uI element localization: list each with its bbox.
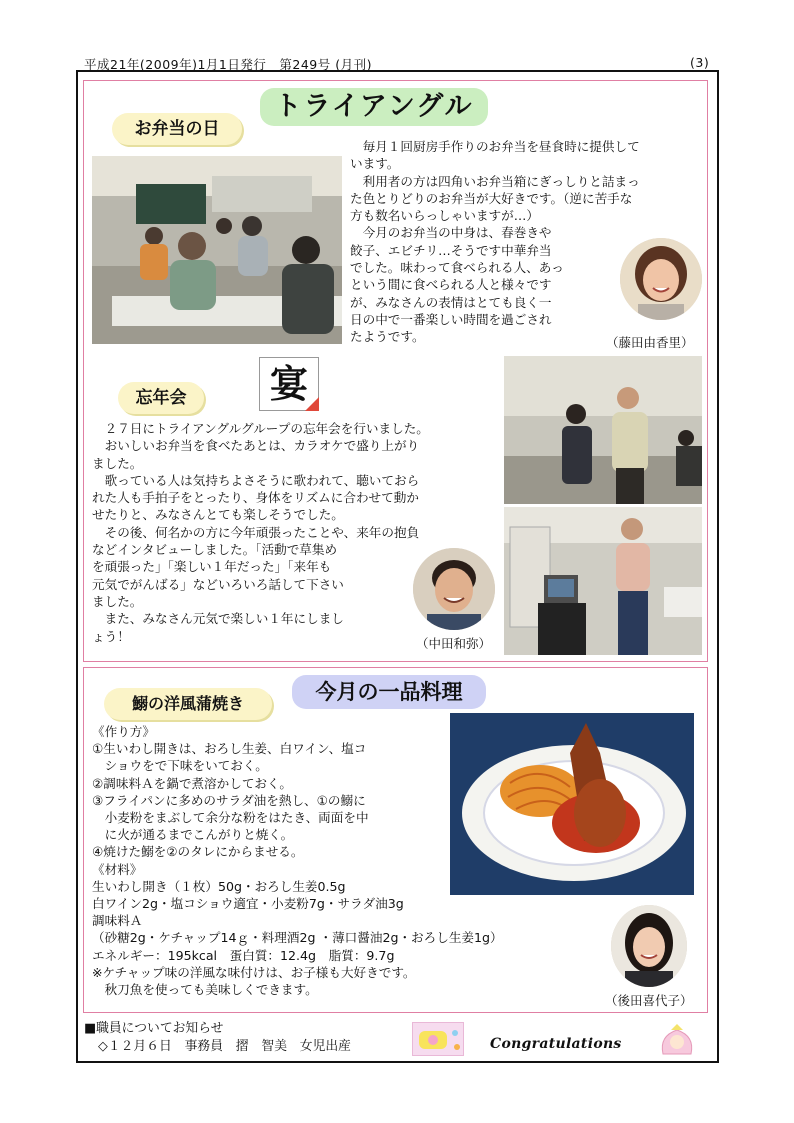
- banquet-stamp-char: 宴: [269, 361, 308, 406]
- bonenkai-title: 忘年会: [118, 382, 204, 414]
- text-line: 白ワイン2g・塩コショウ適宜・小麦粉7g・サラダ油3g: [92, 896, 404, 912]
- page-number: (3): [690, 55, 710, 70]
- staff-notice-body: ◇１２月６日 事務員 摺 智美 女児出産: [98, 1039, 351, 1054]
- fujita-caption: （藤田由香里）: [606, 335, 694, 350]
- congratulations-text: Congratulations: [490, 1036, 622, 1052]
- bonenkai-text: [92, 420, 429, 645]
- text-line: その後、何名かの方に今年頑張ったことや、来年の抱負: [92, 524, 420, 540]
- fujita-portrait: [620, 238, 702, 320]
- text-line: などインタビューしました。「活動で草集め: [92, 542, 338, 558]
- karaoke-interview-photo: [504, 356, 702, 504]
- text-line: 今月のお弁当の中身は、春巻きや: [350, 225, 552, 241]
- text-line: また、みなさん元気で楽しい１年にしまし: [92, 611, 344, 627]
- text-line: 日の中で一番楽しい時間を過ごされ: [350, 311, 552, 327]
- ushiroda-caption: （後田喜代子）: [605, 993, 693, 1008]
- text-line: た色とりどりのお弁当が大好きです。（逆に苦手な: [350, 190, 633, 206]
- text-line: 調味料Ａ: [92, 913, 143, 929]
- text-line: 元気でがんばる」などいろいろ話して下さい: [92, 576, 344, 592]
- text-line: 生いわし開き（１枚）50g・おろし生姜0.5g: [92, 878, 346, 894]
- bento-text: [350, 138, 640, 346]
- text-line: ③フライパンに多めのサラダ油を熱し、①の鰯に: [92, 792, 366, 808]
- text-line: 《材料》: [92, 861, 143, 877]
- issue-info: 平成21年(2009年)1月1日発行 第249号 (月刊): [84, 57, 372, 72]
- text-line: 餃子、エビチリ…そうです中華弁当: [350, 242, 552, 258]
- recipe-text: [92, 723, 503, 998]
- recipe-title: 鰯の洋風蒲焼き: [104, 688, 272, 720]
- triangle-banner: トライアングル: [260, 88, 488, 126]
- banquet-stamp-icon: [259, 357, 319, 411]
- text-line: が、みなさんの表情はとても良く一: [350, 294, 552, 310]
- recipe-banner: 今月の一品料理: [292, 675, 486, 709]
- text-line: 方も数名いらっしゃいますが…）: [350, 208, 539, 224]
- nakata-portrait: [413, 548, 495, 630]
- staff-notice-title: ■職員についてお知らせ: [84, 1021, 224, 1036]
- text-line: います。: [350, 156, 400, 172]
- text-line: おいしいお弁当を食べたあとは、カラオケで盛り上がり: [92, 438, 420, 454]
- text-line: でした。味わって食べられる人、あっ: [350, 260, 564, 276]
- bento-title: お弁当の日: [112, 113, 242, 145]
- nakata-caption: （中田和弥）: [416, 636, 492, 651]
- text-line: 《作り方》: [92, 724, 155, 739]
- text-line: たようです。: [350, 329, 425, 345]
- text-line: れた人も手拍子をとったり、身体をリズムに合わせて動か: [92, 490, 419, 506]
- bento-lunch-photo: [92, 156, 342, 344]
- text-line: せたりと、みなさんとても楽しそうでした。: [92, 507, 344, 523]
- dish-photo: [450, 713, 694, 895]
- ushiroda-portrait: [611, 905, 687, 987]
- text-line: 歌っている人は気持ちよさそうに歌われて、聴いておら: [92, 472, 420, 488]
- text-line: ①生いわし開きは、おろし生姜、白ワイン、塩コ: [92, 741, 367, 757]
- text-line: 小麦粉をまぶして余分な粉をはたき、両面を中: [92, 810, 369, 826]
- text-line: ④焼けた鰯を②のタレにからませる。: [92, 844, 304, 860]
- text-line: ２７日にトライアングルグループの忘年会を行いました。: [92, 421, 429, 436]
- baby-greeting-icon: [412, 1022, 464, 1056]
- text-line: エネルギー：195kcal 蛋白質：12.4g 脂質：9.7g: [92, 947, 395, 963]
- text-line: ショウをで下味をいておく。: [92, 758, 268, 774]
- text-line: 秋刀魚を使っても美味しくできます。: [92, 982, 318, 998]
- text-line: （砂糖2g・ケチャップ14ｇ・料理酒2g ・薄口醤油2g・おろし生姜1g）: [92, 930, 503, 946]
- text-line: ょう！: [92, 628, 130, 644]
- text-line: を頑張った」「楽しい１年だった」「来年も: [92, 559, 332, 575]
- text-line: ②調味料Ａを鍋で煮溶かしておく。: [92, 775, 292, 791]
- text-line: に火が通るまでこんがりと焼く。: [92, 827, 294, 843]
- text-line: ました。: [92, 455, 143, 471]
- karaoke-singing-photo: [504, 507, 702, 655]
- text-line: 利用者の方は四角いお弁当箱にぎっしりと詰まっ: [350, 173, 640, 189]
- baby-bundle-icon: [655, 1024, 699, 1060]
- text-line: 毎月１回厨房手作りのお弁当を昼食時に提供して: [350, 139, 640, 154]
- text-line: ※ケチャップ味の洋風な味付けは、お子様も大好きです。: [92, 964, 416, 980]
- text-line: ました。: [92, 593, 143, 609]
- text-line: という間に食べられる人と様々です: [350, 277, 552, 293]
